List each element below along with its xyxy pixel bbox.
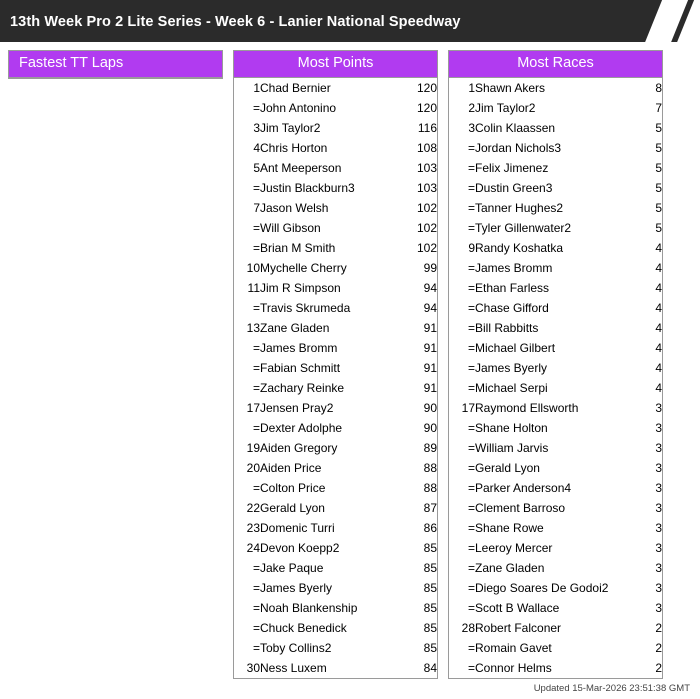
row-driver-name: Justin Blackburn3 xyxy=(260,181,355,195)
row-position: = xyxy=(252,361,260,375)
row-position: = xyxy=(467,341,475,355)
table-row xyxy=(234,538,437,558)
table-row xyxy=(449,398,662,418)
row-position: 11 xyxy=(247,281,260,295)
row-value: 4 xyxy=(655,241,662,255)
row-value: 89 xyxy=(423,441,437,455)
row-value: 7 xyxy=(655,101,662,115)
row-position: = xyxy=(467,221,475,235)
panel-most-races xyxy=(448,50,663,679)
row-value: 108 xyxy=(416,141,437,155)
panel-title-most-races: Most Races xyxy=(449,51,662,78)
table-row xyxy=(449,238,662,258)
panel-body-most-points xyxy=(234,78,437,678)
table-row xyxy=(449,598,662,618)
page-title: 13th Week Pro 2 Lite Series - Week 6 - Lanier National Speedway xyxy=(10,14,461,30)
row-driver-name: Connor Helms xyxy=(475,661,552,675)
row-driver-name: Shane Holton xyxy=(475,421,548,435)
row-value: 94 xyxy=(423,281,437,295)
row-position: 1 xyxy=(468,81,475,95)
row-position: = xyxy=(252,221,260,235)
table-row xyxy=(449,138,662,158)
row-driver-name: Domenic Turri xyxy=(260,521,335,535)
row-value: 116 xyxy=(417,121,437,135)
row-position: 17 xyxy=(461,401,475,415)
row-driver-name: Chuck Benedick xyxy=(260,621,347,635)
row-driver-name: James Byerly xyxy=(475,361,548,375)
row-value: 103 xyxy=(416,161,437,175)
table-row xyxy=(234,458,437,478)
row-value: 90 xyxy=(423,401,437,415)
row-position: 28 xyxy=(461,621,475,635)
row-driver-name: Mychelle Cherry xyxy=(260,261,347,275)
row-driver-name: Randy Koshatka xyxy=(475,241,564,255)
table-row xyxy=(234,218,437,238)
row-position: 13 xyxy=(246,321,260,335)
row-value: 3 xyxy=(655,461,662,475)
table-row xyxy=(449,538,662,558)
row-driver-name: Michael Gilbert xyxy=(475,341,556,355)
row-value: 102 xyxy=(416,221,437,235)
table-row xyxy=(449,558,662,578)
table-row xyxy=(234,578,437,598)
row-position: 5 xyxy=(253,161,260,175)
row-driver-name: Diego Soares De Godoi2 xyxy=(475,581,609,595)
table-row xyxy=(234,558,437,578)
panel-title-most-points: Most Points xyxy=(234,51,437,78)
table-row xyxy=(449,438,662,458)
row-driver-name: Colton Price xyxy=(260,481,326,495)
row-driver-name: Jason Welsh xyxy=(260,201,329,215)
row-position: = xyxy=(252,481,260,495)
panels-row xyxy=(0,42,700,679)
table-row xyxy=(234,498,437,518)
row-value: 91 xyxy=(423,381,437,395)
row-driver-name: Noah Blankenship xyxy=(260,601,358,615)
row-position: = xyxy=(467,281,475,295)
table-row xyxy=(234,598,437,618)
row-value: 4 xyxy=(655,381,662,395)
row-value: 4 xyxy=(655,261,662,275)
row-driver-name: Aiden Price xyxy=(260,461,322,475)
row-position: 2 xyxy=(468,101,475,115)
row-driver-name: Tyler Gillenwater2 xyxy=(475,221,572,235)
row-driver-name: James Bromm xyxy=(475,261,553,275)
row-driver-name: Ethan Farless xyxy=(475,281,550,295)
table-row xyxy=(449,418,662,438)
row-position: 10 xyxy=(246,261,260,275)
row-position: = xyxy=(252,581,260,595)
row-driver-name: William Jarvis xyxy=(475,441,549,455)
row-driver-name: Colin Klaassen xyxy=(475,121,556,135)
table-row xyxy=(449,358,662,378)
row-value: 88 xyxy=(423,461,437,475)
row-driver-name: Chase Gifford xyxy=(475,301,549,315)
table-row xyxy=(234,318,437,338)
table-most-points xyxy=(234,78,437,678)
row-driver-name: Ant Meeperson xyxy=(260,161,342,175)
row-value: 3 xyxy=(655,501,662,515)
table-row xyxy=(449,298,662,318)
row-value: 91 xyxy=(423,361,437,375)
row-position: = xyxy=(252,301,260,315)
row-position: = xyxy=(252,181,260,195)
table-row xyxy=(449,278,662,298)
row-value: 90 xyxy=(423,421,437,435)
row-driver-name: Dexter Adolphe xyxy=(260,421,343,435)
row-position: = xyxy=(467,441,475,455)
row-value: 5 xyxy=(655,181,662,195)
row-value: 120 xyxy=(416,101,437,115)
table-body-most-races xyxy=(449,78,662,678)
row-driver-name: Raymond Ellsworth xyxy=(475,401,579,415)
row-position: = xyxy=(252,561,260,575)
row-value: 103 xyxy=(416,181,437,195)
row-value: 87 xyxy=(423,501,437,515)
row-driver-name: James Byerly xyxy=(260,581,333,595)
row-value: 99 xyxy=(423,261,437,275)
row-position: = xyxy=(467,521,475,535)
row-driver-name: Bill Rabbitts xyxy=(475,321,539,335)
row-position: = xyxy=(467,201,475,215)
row-value: 85 xyxy=(423,581,437,595)
table-row xyxy=(449,78,662,98)
row-driver-name: Jake Paque xyxy=(260,561,324,575)
row-driver-name: Jensen Pray2 xyxy=(260,401,334,415)
table-row xyxy=(234,198,437,218)
table-row xyxy=(234,638,437,658)
panel-body-most-races xyxy=(449,78,662,678)
row-value: 120 xyxy=(416,81,437,95)
row-position: 4 xyxy=(253,141,260,155)
table-row xyxy=(234,98,437,118)
row-position: = xyxy=(467,321,475,335)
table-row xyxy=(449,158,662,178)
row-position: = xyxy=(252,621,260,635)
table-row xyxy=(449,178,662,198)
row-driver-name: Zachary Reinke xyxy=(260,381,345,395)
table-row xyxy=(234,118,437,138)
row-position: 7 xyxy=(253,201,260,215)
table-row xyxy=(449,638,662,658)
row-value: 3 xyxy=(655,601,662,615)
row-value: 85 xyxy=(423,621,437,635)
table-most-races xyxy=(449,78,662,678)
table-row xyxy=(449,218,662,238)
row-position: = xyxy=(467,601,475,615)
row-position: = xyxy=(467,361,475,375)
row-driver-name: Jim Taylor2 xyxy=(260,121,321,135)
table-row xyxy=(234,358,437,378)
table-row xyxy=(449,458,662,478)
row-driver-name: Chris Horton xyxy=(260,141,328,155)
row-value: 85 xyxy=(423,561,437,575)
row-driver-name: Aiden Gregory xyxy=(260,441,338,455)
table-row xyxy=(449,258,662,278)
row-value: 85 xyxy=(423,541,437,555)
table-row xyxy=(449,118,662,138)
row-value: 5 xyxy=(655,221,662,235)
row-driver-name: Felix Jimenez xyxy=(475,161,549,175)
row-position: 9 xyxy=(468,241,475,255)
row-value: 102 xyxy=(416,201,437,215)
row-value: 102 xyxy=(416,241,437,255)
row-position: = xyxy=(467,461,475,475)
row-value: 4 xyxy=(655,281,662,295)
table-row xyxy=(234,438,437,458)
row-value: 3 xyxy=(655,441,662,455)
table-row xyxy=(449,98,662,118)
row-value: 84 xyxy=(423,661,437,675)
row-position: 3 xyxy=(253,121,260,135)
row-driver-name: Tanner Hughes2 xyxy=(475,201,564,215)
row-position: = xyxy=(252,641,260,655)
row-value: 3 xyxy=(655,421,662,435)
row-position: = xyxy=(467,381,475,395)
row-position: = xyxy=(467,641,475,655)
table-row xyxy=(234,418,437,438)
row-value: 86 xyxy=(423,521,437,535)
row-position: = xyxy=(467,161,475,175)
panel-fastest-tt-laps xyxy=(8,50,223,79)
row-driver-name: Travis Skrumeda xyxy=(260,301,351,315)
row-value: 4 xyxy=(655,361,662,375)
row-position: = xyxy=(467,561,475,575)
row-value: 5 xyxy=(655,121,662,135)
panel-most-points xyxy=(233,50,438,679)
row-position: 1 xyxy=(253,81,260,95)
row-position: = xyxy=(467,181,475,195)
row-position: = xyxy=(467,541,475,555)
row-position: = xyxy=(252,601,260,615)
row-value: 94 xyxy=(423,301,437,315)
table-row xyxy=(449,658,662,678)
row-driver-name: Toby Collins2 xyxy=(260,641,332,655)
row-driver-name: Gerald Lyon xyxy=(475,461,540,475)
table-row xyxy=(234,658,437,678)
row-position: = xyxy=(467,261,475,275)
table-row xyxy=(234,518,437,538)
table-row xyxy=(449,318,662,338)
row-driver-name: Jim R Simpson xyxy=(260,281,341,295)
table-row xyxy=(234,78,437,98)
table-row xyxy=(234,178,437,198)
row-value: 4 xyxy=(655,301,662,315)
row-value: 3 xyxy=(655,401,662,415)
row-driver-name: Clement Barroso xyxy=(475,501,566,515)
row-value: 4 xyxy=(655,321,662,335)
row-driver-name: Zane Gladen xyxy=(475,561,545,575)
row-driver-name: Gerald Lyon xyxy=(260,501,325,515)
row-value: 88 xyxy=(423,481,437,495)
table-row xyxy=(449,198,662,218)
row-value: 3 xyxy=(655,521,662,535)
row-value: 8 xyxy=(655,81,662,95)
table-row xyxy=(449,338,662,358)
row-position: = xyxy=(252,241,260,255)
footer xyxy=(0,683,700,699)
row-driver-name: Jordan Nichols3 xyxy=(475,141,562,155)
row-value: 5 xyxy=(655,161,662,175)
table-row xyxy=(234,278,437,298)
row-position: 17 xyxy=(246,401,260,415)
row-position: = xyxy=(467,421,475,435)
row-position: 19 xyxy=(246,441,260,455)
row-value: 2 xyxy=(655,641,662,655)
table-row xyxy=(234,238,437,258)
row-value: 4 xyxy=(655,341,662,355)
row-driver-name: Robert Falconer xyxy=(475,621,562,635)
table-row xyxy=(449,578,662,598)
table-row xyxy=(234,298,437,318)
row-value: 91 xyxy=(423,341,437,355)
row-driver-name: Shane Rowe xyxy=(475,521,544,535)
row-position: 20 xyxy=(246,461,260,475)
row-driver-name: Ness Luxem xyxy=(260,661,327,675)
row-driver-name: Jim Taylor2 xyxy=(475,101,536,115)
row-position: 22 xyxy=(246,501,260,515)
row-value: 3 xyxy=(655,581,662,595)
table-row xyxy=(449,478,662,498)
row-position: = xyxy=(252,341,260,355)
row-value: 85 xyxy=(423,601,437,615)
row-driver-name: Chad Bernier xyxy=(260,81,331,95)
table-row xyxy=(449,518,662,538)
table-body-most-points xyxy=(234,78,437,678)
row-driver-name: Parker Anderson4 xyxy=(475,481,572,495)
row-value: 5 xyxy=(655,141,662,155)
row-driver-name: Romain Gavet xyxy=(475,641,552,655)
row-driver-name: Zane Gladen xyxy=(260,321,330,335)
table-row xyxy=(449,378,662,398)
row-driver-name: Will Gibson xyxy=(260,221,321,235)
row-position: 3 xyxy=(468,121,475,135)
row-position: = xyxy=(467,481,475,495)
row-position: = xyxy=(467,661,475,675)
row-driver-name: John Antonino xyxy=(260,101,337,115)
row-driver-name: Brian M Smith xyxy=(260,241,336,255)
row-value: 3 xyxy=(655,481,662,495)
row-driver-name: Michael Serpi xyxy=(475,381,548,395)
row-driver-name: Devon Koepp2 xyxy=(260,541,340,555)
row-value: 2 xyxy=(655,661,662,675)
row-position: = xyxy=(252,381,260,395)
table-row xyxy=(234,138,437,158)
row-position: = xyxy=(467,301,475,315)
row-position: = xyxy=(467,141,475,155)
row-driver-name: Leeroy Mercer xyxy=(475,541,553,555)
table-row xyxy=(234,618,437,638)
table-row xyxy=(234,338,437,358)
row-driver-name: Shawn Akers xyxy=(475,81,546,95)
row-driver-name: Dustin Green3 xyxy=(475,181,553,195)
table-row xyxy=(234,258,437,278)
row-value: 91 xyxy=(423,321,437,335)
row-driver-name: James Bromm xyxy=(260,341,338,355)
updated-timestamp: Updated 15-Mar-2026 23:51:38 GMT xyxy=(533,683,690,694)
table-row xyxy=(234,158,437,178)
row-driver-name: Fabian Schmitt xyxy=(260,361,341,375)
row-position: 24 xyxy=(246,541,260,555)
page-content xyxy=(0,42,700,699)
row-value: 5 xyxy=(655,201,662,215)
table-row xyxy=(449,498,662,518)
panel-title-fastest-tt-laps: Fastest TT Laps xyxy=(9,51,222,78)
table-row xyxy=(234,378,437,398)
row-position: = xyxy=(252,101,260,115)
table-row xyxy=(449,618,662,638)
row-position: = xyxy=(252,421,260,435)
row-value: 2 xyxy=(655,621,662,635)
table-row xyxy=(234,478,437,498)
page-header xyxy=(0,0,700,42)
row-driver-name: Scott B Wallace xyxy=(475,601,560,615)
row-value: 85 xyxy=(423,641,437,655)
row-value: 3 xyxy=(655,561,662,575)
row-position: 23 xyxy=(246,521,260,535)
row-position: = xyxy=(467,581,475,595)
table-row xyxy=(234,398,437,418)
row-position: = xyxy=(467,501,475,515)
row-value: 3 xyxy=(655,541,662,555)
row-position: 30 xyxy=(246,661,260,675)
